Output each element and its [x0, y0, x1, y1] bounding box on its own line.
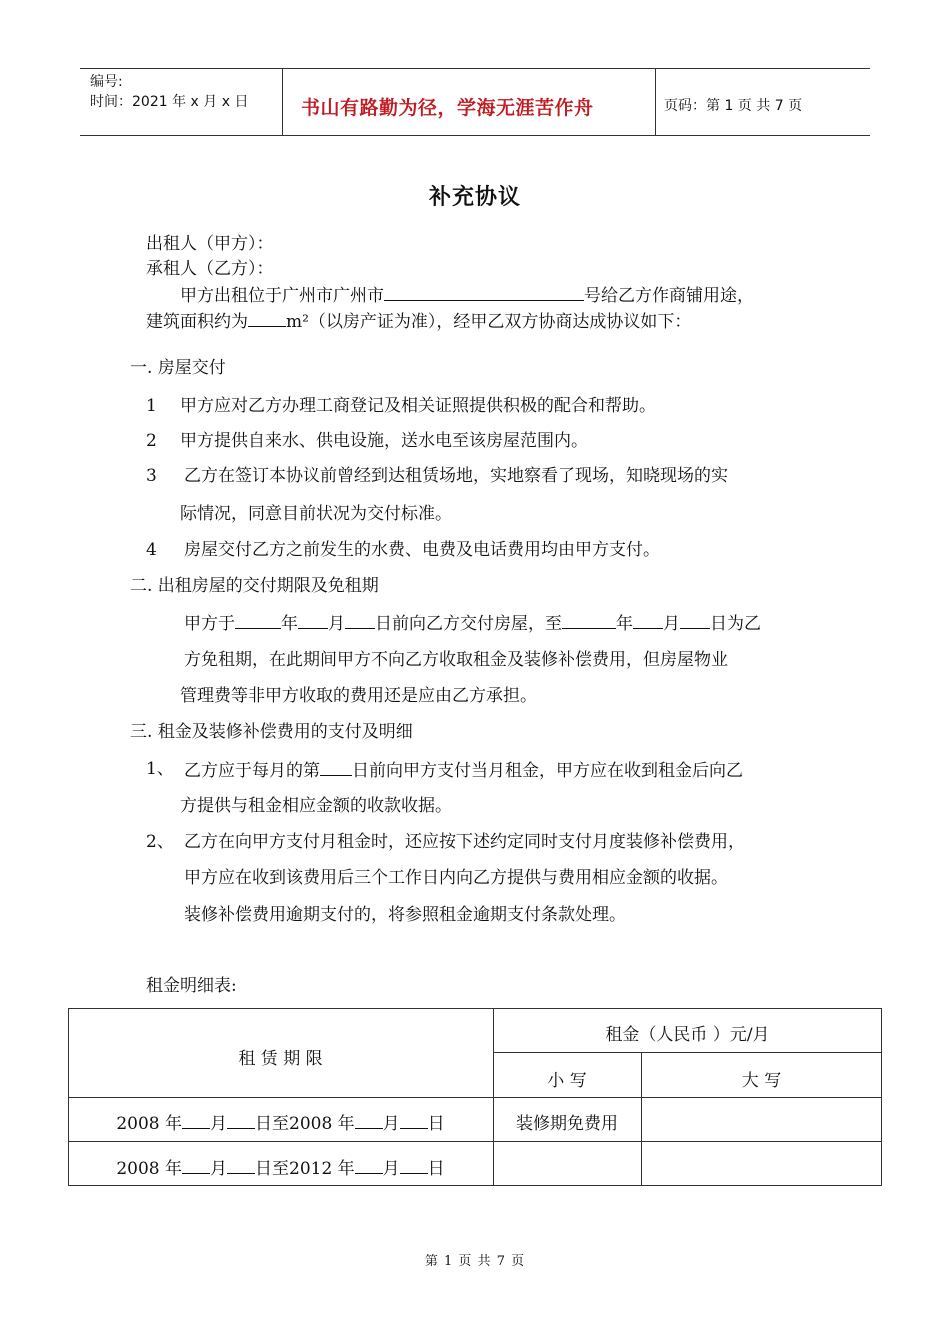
header-number-label: 编号:	[90, 74, 123, 90]
section-2-title: 二. 出租房屋的交付期限及免租期	[130, 576, 379, 596]
sec3-item-2-num: 2、	[146, 832, 174, 852]
table-hline-row	[68, 1141, 882, 1142]
row1-start-day-blank[interactable]	[227, 1112, 255, 1129]
section-1-title: 一. 房屋交付	[130, 358, 226, 378]
lessor-line: 出租人（甲方）：	[146, 234, 274, 254]
document-title: 补充协议	[428, 184, 521, 210]
table-header-small: 小 写	[547, 1071, 587, 1091]
row2-start-year: 2008 年	[116, 1159, 182, 1179]
row1-small-amount: 装修期免费用	[516, 1114, 618, 1134]
sec2-text-month2: 月	[663, 614, 680, 634]
row1-start-year: 2008 年	[116, 1114, 182, 1134]
row1-month2-label: 月	[382, 1114, 400, 1134]
intro-text-1a: 甲方出租位于广州市广州市	[180, 286, 384, 306]
area-blank[interactable]	[248, 310, 286, 327]
table-header-period: 租 赁 期 限	[238, 1049, 323, 1069]
row1-end-day-blank[interactable]	[400, 1112, 428, 1129]
row2-month-label: 月	[210, 1159, 227, 1179]
free-month-blank[interactable]	[633, 612, 663, 629]
sec1-item-3-text: 乙方在签订本协议前曾经到达租赁场地，实地察看了现场，知晓现场的实	[184, 466, 728, 486]
intro-line-1	[180, 284, 754, 306]
row2-end-month-blank[interactable]	[355, 1157, 383, 1174]
sec2-text-year2: 年	[616, 614, 633, 634]
row2-end-year: 2012 年	[289, 1159, 355, 1179]
header-divider-left	[282, 68, 283, 136]
sec3-i1-text-b: 日前向甲方支付当月租金，甲方应在收到租金后向乙	[352, 761, 743, 781]
sec1-item-2-num: 2	[146, 431, 157, 451]
sec1-item-3-num: 3	[146, 466, 157, 486]
row2-day2-label: 日	[427, 1159, 445, 1179]
free-day-blank[interactable]	[680, 612, 710, 629]
row1-month-label: 月	[210, 1114, 227, 1134]
header-motto: 书山有路勤为径，学海无涯苦作舟	[301, 97, 594, 119]
row1-day-to-label: 日至	[255, 1114, 289, 1134]
row1-end-month-blank[interactable]	[355, 1112, 383, 1129]
header-top-rule	[80, 68, 870, 69]
sec3-item-2-line-3: 装修补偿费用逾期支付的，将参照租金逾期支付条款处理。	[184, 905, 626, 925]
row2-day-to-label: 日至	[255, 1159, 289, 1179]
sec1-item-1-num: 1	[146, 396, 157, 416]
intro-text-2b: m²（以房产证为准），经甲乙双方协商达成协议如下：	[286, 312, 692, 332]
section-3-title: 三. 租金及装修补偿费用的支付及明细	[130, 722, 413, 742]
sec2-text-month: 月	[328, 614, 345, 634]
sec1-item-2-text: 甲方提供自来水、供电设施，送水电至该房屋范围内。	[180, 431, 588, 451]
sec3-i1-text-a: 乙方应于每月的第	[184, 761, 320, 781]
row1-day2-label: 日	[427, 1114, 445, 1134]
table-hline-sub	[493, 1052, 882, 1053]
sec3-item-2-line-2: 甲方应在收到该费用后三个工作日内向乙方提供与费用相应金额的收据。	[184, 868, 728, 888]
address-blank[interactable]	[384, 284, 584, 301]
deliver-day-blank[interactable]	[345, 612, 375, 629]
sec2-text-a: 甲方于	[184, 614, 235, 634]
sec2-line-1	[184, 612, 761, 634]
table-hline-head	[68, 1097, 882, 1098]
sec2-text-b: 日前向乙方交付房屋，至	[375, 614, 562, 634]
table-row	[68, 1154, 493, 1179]
table-row	[68, 1109, 493, 1134]
row2-start-month-blank[interactable]	[182, 1157, 210, 1174]
header-bottom-rule	[80, 135, 870, 136]
sec3-item-1-line-2: 方提供与租金相应金额的收款收据。	[180, 796, 452, 816]
sec2-text-year: 年	[281, 614, 298, 634]
deliver-month-blank[interactable]	[298, 612, 328, 629]
table-caption: 租金明细表:	[146, 976, 237, 996]
sec1-item-3-cont: 际情况，同意目前状况为交付标准。	[180, 504, 452, 524]
row1-start-month-blank[interactable]	[182, 1112, 210, 1129]
pay-day-blank[interactable]	[320, 759, 352, 776]
intro-text-1b: 号给乙方作商铺用途，	[584, 286, 754, 306]
sec2-line-2: 方免租期，在此期间甲方不向乙方收取租金及装修补偿费用，但房屋物业	[184, 650, 728, 670]
lessee-line: 承租人（乙方）：	[146, 259, 274, 279]
sec1-item-4-text: 房屋交付乙方之前发生的水费、电费及电话费用均由甲方支付。	[184, 540, 660, 560]
table-header-rent: 租金（人民币 ）元/月	[605, 1025, 770, 1045]
table-header-big: 大 写	[741, 1071, 782, 1091]
sec1-item-1-text: 甲方应对乙方办理工商登记及相关证照提供积极的配合和帮助。	[180, 396, 656, 416]
sec3-item-1-line-1	[184, 759, 743, 781]
header-time-label: 时间：2021 年 x 月 x 日	[90, 94, 249, 110]
intro-text-2a: 建筑面积约为	[146, 312, 248, 332]
sec2-text-c: 日为乙	[710, 614, 761, 634]
header-divider-right	[655, 68, 656, 136]
row1-end-year: 2008 年	[289, 1114, 355, 1134]
free-year-blank[interactable]	[562, 612, 616, 629]
header-page-info: 页码：第 1 页 共 7 页	[664, 98, 803, 114]
row2-month2-label: 月	[382, 1159, 400, 1179]
sec3-item-1-num: 1、	[146, 759, 174, 779]
page-footer: 第 1 页 共 7 页	[424, 1254, 526, 1269]
row2-start-day-blank[interactable]	[227, 1157, 255, 1174]
deliver-year-blank[interactable]	[235, 612, 281, 629]
row2-end-day-blank[interactable]	[400, 1157, 428, 1174]
sec2-line-3: 管理费等非甲方收取的费用还是应由乙方承担。	[180, 686, 537, 706]
intro-line-2	[146, 310, 691, 332]
sec1-item-4-num: 4	[146, 540, 157, 560]
sec3-item-2-line-1: 乙方在向甲方支付月租金时，还应按下述约定同时支付月度装修补偿费用，	[184, 832, 745, 852]
